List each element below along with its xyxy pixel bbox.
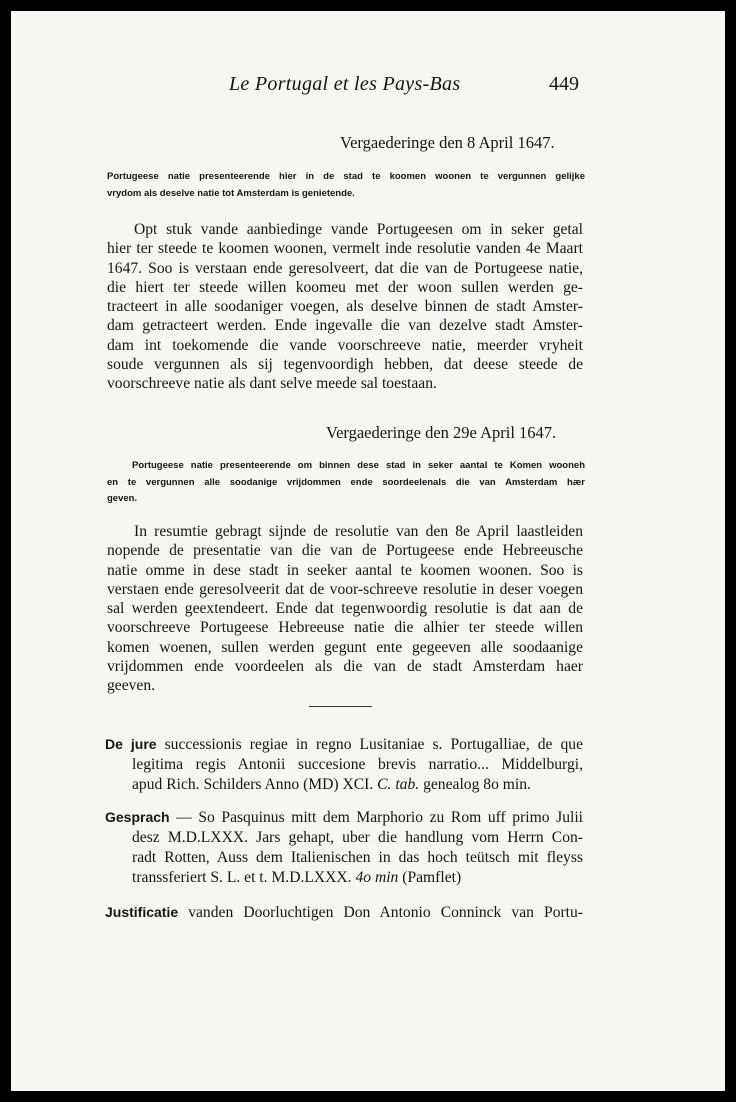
- paragraph-line: hier ter steede te koomen woonen, vermelt inde resolutie vanden 4e Maart: [107, 240, 583, 258]
- summary-line: geven.: [107, 493, 138, 504]
- paragraph-line: sal werden geextendeert. Ende dat tegenwoordig resolutie is dat aan de: [107, 600, 583, 618]
- entry-text: vanden Doorluchtigen Don Antonio Conninck van Portu-: [178, 904, 583, 921]
- summary-line: Portugeese natie presenteerende om binnen dese stad in seker aantal te Komen wooneh: [132, 460, 585, 471]
- paragraph-line: voorschreeve Portugeese Hebreeuse natie die alhier ter steede willen: [107, 619, 583, 637]
- paragraph-line: komen woenen, sullen werden gegunt ente gegeeven alle soodaanige: [107, 638, 583, 656]
- paragraph-line: soude vergunnen als sij tegenvoordigh hebben, dat deese steede de: [107, 356, 583, 374]
- entry-text: transsferiert S. L. et t. M.D.LXXX.: [132, 869, 356, 886]
- entry-text: legitima regis Antonii succesione brevis narratio... Middelburgi,: [132, 756, 583, 773]
- section-divider: [309, 706, 372, 707]
- entry-keyword: De jure: [105, 736, 157, 752]
- entry-text: genealog 8o min.: [419, 776, 531, 793]
- paragraph-line: 1647. Soo is verstaan ende geresolveert, dat die van de Portugeese natie,: [107, 259, 583, 277]
- paragraph-line: vrijdommen ende voordeelen als die van de stadt Amsterdam haer: [107, 658, 583, 676]
- bibliography-entry: [105, 734, 583, 795]
- paragraph-line: dam int toekomende die vande voorschreeve natie, meerder vryheit: [107, 336, 583, 354]
- session-summary: [107, 458, 585, 508]
- paragraph-line: die hiert ter steede willen koomeu met der woon sullen werden ge-: [107, 278, 583, 296]
- summary-line: en te vergunnen alle soodanige vrijdommen ende soordeelenals die van Amsterdam hær: [107, 476, 585, 488]
- bibliography-entry: [105, 902, 583, 923]
- entry-text: (Pamflet): [398, 869, 462, 886]
- entry-keyword: Gesprach: [105, 809, 170, 825]
- paragraph-line: geeven.: [107, 677, 156, 695]
- entry-text-italic: 4o min: [355, 869, 399, 886]
- resolution-paragraph: [107, 220, 583, 394]
- paragraph-line: tracteert in alle soodaniger voegen, als deselve binnen de stadt Amster-: [107, 298, 583, 316]
- session-summary: [107, 169, 585, 202]
- paragraph-line: Opt stuk vande aanbiedinge vande Portugeesen om in seker getal: [134, 221, 583, 238]
- paragraph-line: dam getracteert werden. Ende ingevalle die van dezelve stadt Amster-: [107, 317, 583, 335]
- summary-line: vrydom als deselve natie tot Amsterdam is genietende.: [107, 187, 355, 199]
- entry-text: apud Rich. Schilders Anno (MD) XCI.: [132, 776, 378, 793]
- page-number: 449: [549, 73, 579, 95]
- paragraph-line: natie omme in dese stadt in seeker aantal te koomen woonen. Soo is: [107, 561, 583, 579]
- session-heading: Vergaederinge den 8 April 1647.: [340, 133, 555, 152]
- running-title: Le Portugal et les Pays-Bas: [229, 73, 461, 95]
- paragraph-line: In resumtie gebragt sijnde de resolutie van den 8e April laastleiden: [134, 523, 583, 540]
- entry-text: successionis regiae in regno Lusitaniae s. Portugalliae, de que: [156, 736, 584, 753]
- resolution-paragraph: [107, 522, 583, 696]
- bibliography-entry: [105, 807, 583, 888]
- entry-text: desz M.D.LXXX. Jars gehapt, uber die handlung vom Herrn Con-: [132, 829, 583, 846]
- page-header: [11, 73, 725, 103]
- paragraph-line: voorschreeve natie als dant selve meede sal toestaan.: [107, 375, 437, 393]
- session-heading: Vergaederinge den 29e April 1647.: [326, 423, 557, 442]
- entry-text-italic: C. tab.: [377, 776, 420, 793]
- summary-line: Portugeese natie presenteerende hier in de stad te koomen woonen te vergunnen gelijke: [107, 171, 585, 182]
- entry-text: radt Rotten, Auss dem Italienischen in das hoch teütsch mit fleyss: [132, 849, 583, 866]
- document-page: [11, 11, 725, 1091]
- paragraph-line: verstaen ende geresolveerit dat de voor-schreeve resolutie in deser voegen: [107, 580, 583, 598]
- entry-keyword: Justificatie: [105, 904, 179, 920]
- paragraph-line: nopende de presentatie van die van de Portugeese ende Hebreeusche: [107, 542, 583, 560]
- entry-text: — So Pasquinus mitt dem Marphorio zu Rom uff primo Julii: [169, 809, 583, 826]
